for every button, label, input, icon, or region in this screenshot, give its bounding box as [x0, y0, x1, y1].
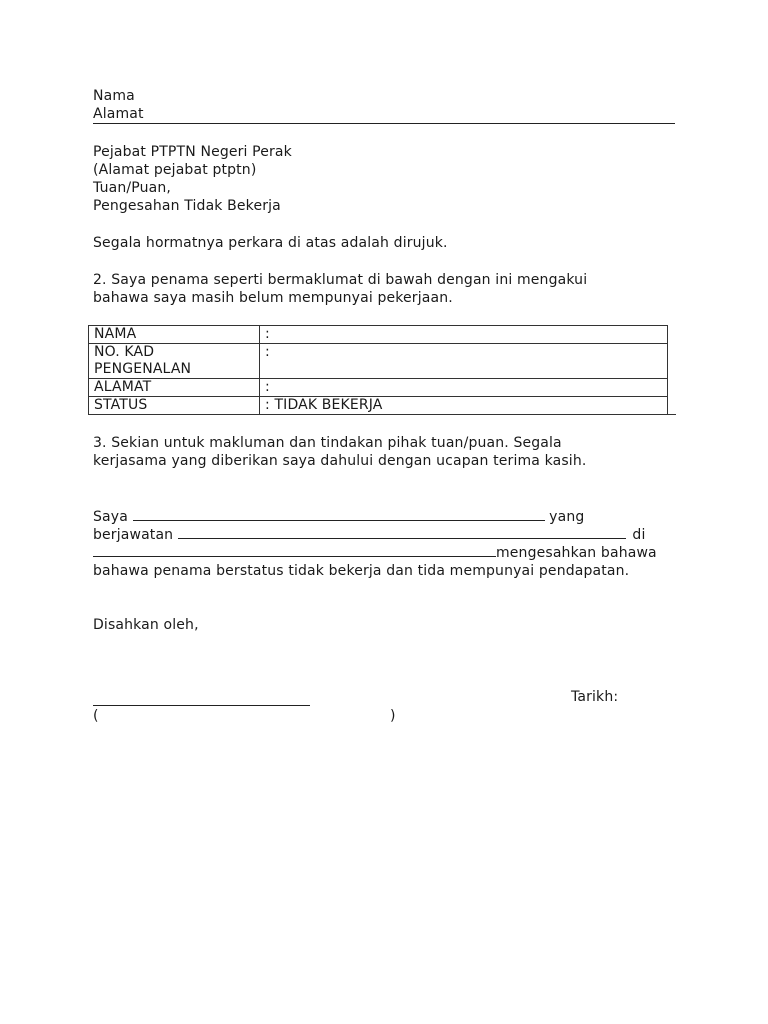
info-label-ic: NO. KAD PENGENALAN	[89, 344, 260, 379]
cert-mengesahkan: mengesahkan bahawa	[496, 545, 657, 561]
blank-name-line	[133, 507, 545, 521]
signature-line	[93, 705, 310, 706]
signatory-paren-close: )	[390, 708, 396, 724]
paragraph-2-line-2: bahawa saya masih belum mempunyai pekerjaan.	[93, 290, 453, 306]
table-row	[89, 379, 668, 397]
blank-place-line	[93, 543, 496, 557]
sender-name-label: Nama	[93, 88, 135, 104]
date-label: Tarikh:	[571, 689, 619, 705]
cert-saya: Saya	[93, 509, 128, 525]
paragraph-2-line-1: 2. Saya penama seperti bermaklumat di bawah dengan ini mengakui	[93, 272, 588, 288]
info-label-status: STATUS	[89, 397, 260, 415]
paragraph-3-line-1: 3. Sekian untuk makluman dan tindakan pihak tuan/puan. Segala	[93, 435, 562, 451]
paragraph-3-line-2: kerjasama yang diberikan saya dahului dengan ucapan terima kasih.	[93, 453, 587, 469]
table-row	[89, 397, 668, 415]
info-label-nama: NAMA	[89, 326, 260, 344]
letter-subject: Pengesahan Tidak Bekerja	[93, 198, 281, 214]
table-edge-mark	[668, 414, 676, 415]
header-divider	[93, 123, 675, 124]
salutation: Tuan/Puan,	[93, 180, 171, 196]
table-row	[89, 326, 668, 344]
info-value-ic: :	[260, 344, 668, 379]
certification-line-3	[93, 543, 657, 562]
info-value-nama: :	[260, 326, 668, 344]
paragraph-1: Segala hormatnya perkara di atas adalah dirujuk.	[93, 235, 448, 251]
recipient-office: Pejabat PTPTN Negeri Perak	[93, 144, 292, 160]
info-label-alamat: ALAMAT	[89, 379, 260, 397]
info-value-status: : TIDAK BEKERJA	[260, 397, 668, 415]
certification-line-1	[93, 507, 584, 526]
blank-position-line	[178, 525, 626, 539]
info-value-alamat: :	[260, 379, 668, 397]
cert-yang: yang	[549, 509, 585, 525]
certification-line-4: bahawa penama berstatus tidak bekerja dan tida mempunyai pendapatan.	[93, 563, 630, 579]
signatory-paren-open: (	[93, 708, 99, 724]
info-table	[88, 325, 668, 415]
cert-berjawatan: berjawatan	[93, 527, 174, 543]
cert-di: di	[632, 527, 646, 543]
sender-address-label: Alamat	[93, 106, 144, 122]
certified-by-label: Disahkan oleh,	[93, 617, 199, 633]
table-row	[89, 344, 668, 379]
certification-line-2	[93, 525, 646, 544]
recipient-office-address: (Alamat pejabat ptptn)	[93, 162, 257, 178]
